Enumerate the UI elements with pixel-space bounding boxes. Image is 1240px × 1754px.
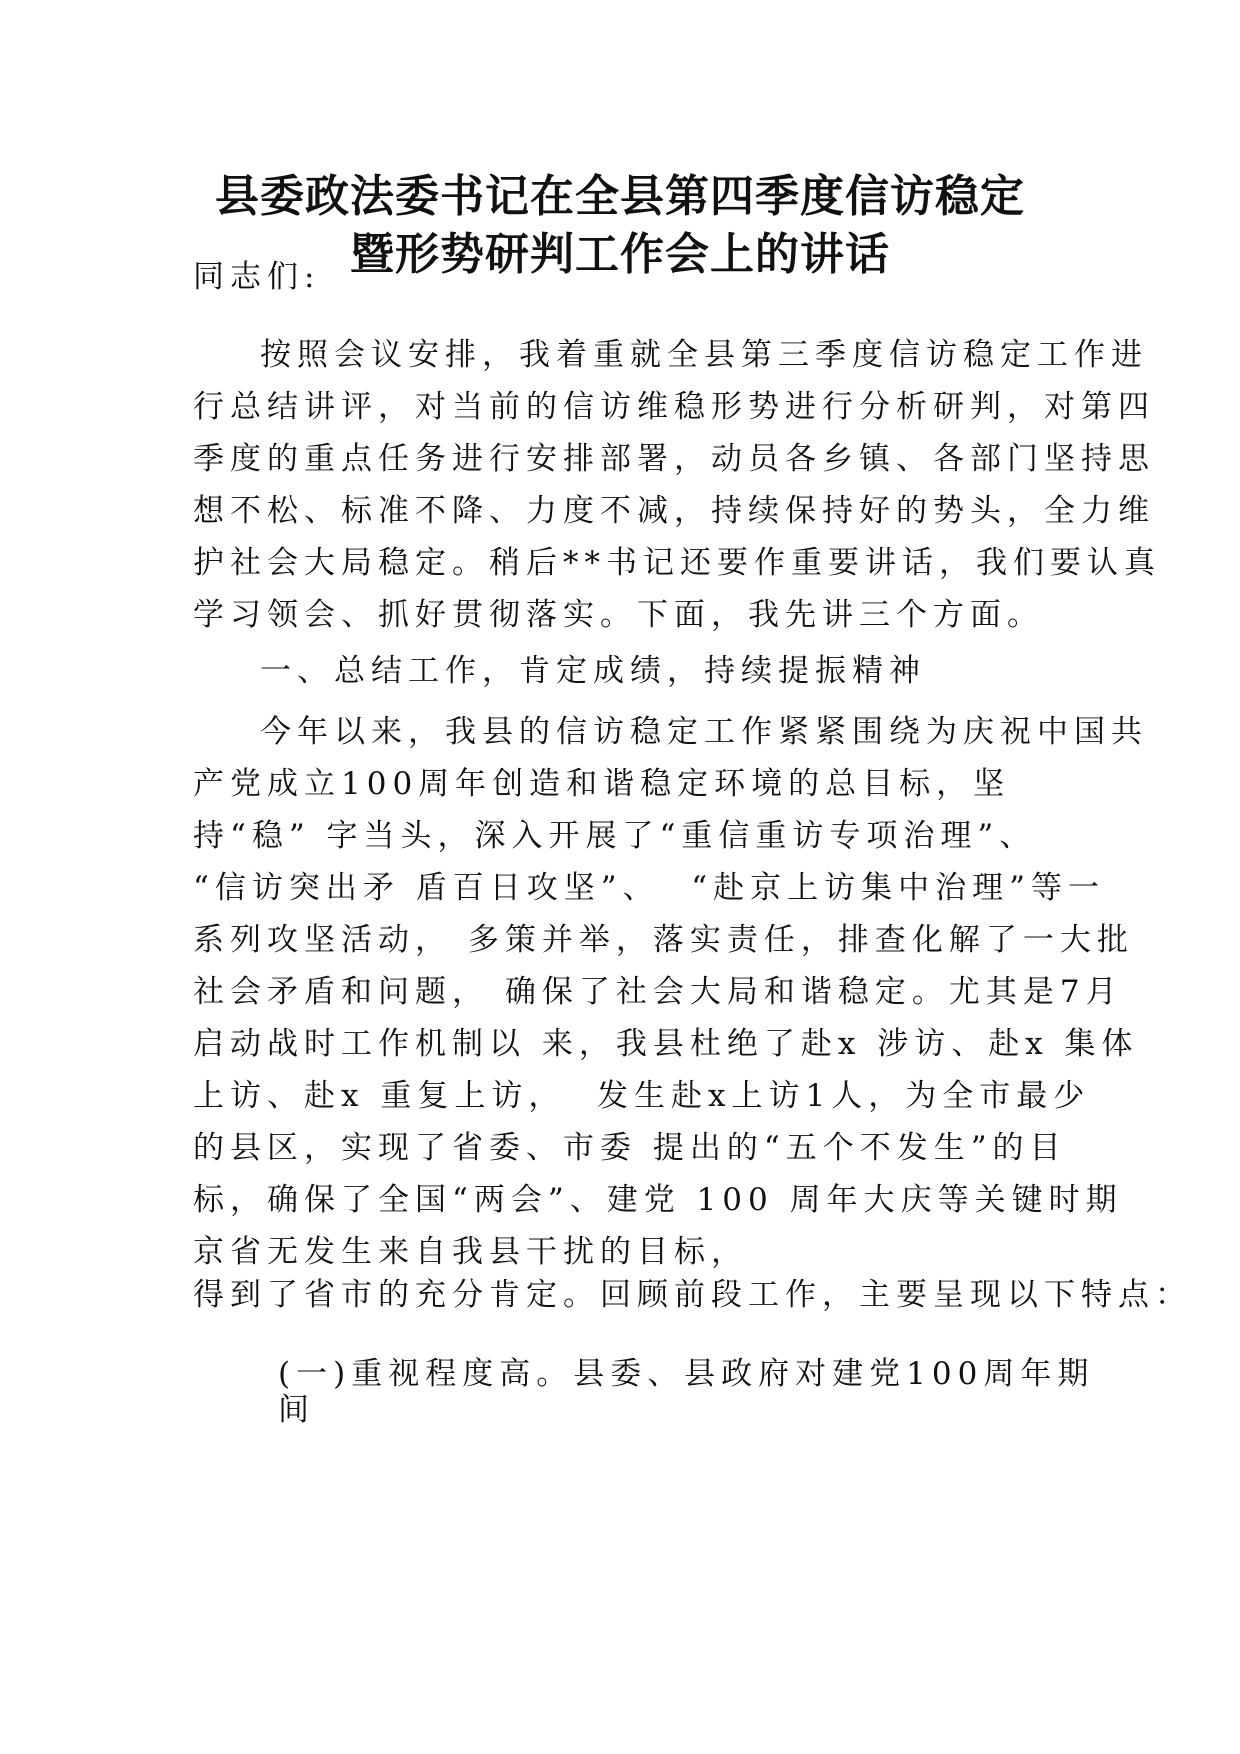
paragraph-line: 产党成立100周年创造和谐稳定环境的总目标，坚 [193, 766, 1011, 802]
paragraph-line: 启动战时工作机制以 来，我县杜绝了赴x 涉访、赴x 集体 [193, 1026, 1139, 1062]
list-item-line: 间 [278, 1392, 315, 1428]
paragraph-line: “信访突出矛 盾百日攻坚”、 “赴京上访集中治理”等一 [193, 870, 1105, 906]
paragraph-line: 京省无发生来自我县干扰的目标， [193, 1234, 748, 1270]
paragraph-line: 系列攻坚活动， 多策并举，落实责任，排查化解了一大批 [193, 922, 1134, 958]
paragraph-line: 持“稳” 字当头，深入开展了“重信重访专项治理”、 [193, 818, 1037, 854]
paragraph-line: 得到了省市的充分肯定。回顾前段工作，主要呈现以下特点： [193, 1277, 1192, 1313]
paragraph-line: 上访、赴x 重复上访， 发生赴x上访1人，为全市最少 [193, 1078, 1091, 1114]
paragraph-line: 按照会议安排，我着重就全县第三季度信访稳定工作进 [260, 337, 1148, 373]
paragraph-line: 今年以来，我县的信访稳定工作紧紧围绕为庆祝中国共 [260, 714, 1148, 750]
paragraph-line: 季度的重点任务进行安排部署，动员各乡镇、各部门坚持思 [193, 441, 1155, 477]
paragraph-line: 标，确保了全国“两会”、建党 100 周年大庆等关键时期 [193, 1182, 1123, 1218]
document-title-line-1: 县委政法委书记在全县第四季度信访稳定 [215, 171, 1025, 222]
paragraph-line: 学习领会、抓好贯彻落实。下面，我先讲三个方面。 [193, 597, 1044, 633]
paragraph-line: 的县区，实现了省委、市委 提出的“五个不发生”的目 [193, 1130, 1067, 1166]
document-title-line-2: 暨形势研判工作会上的讲话 [350, 229, 890, 280]
paragraph-line: 行总结讲评，对当前的信访维稳形势进行分析研判，对第四 [193, 389, 1155, 425]
paragraph-line: 社会矛盾和问题， 确保了社会大局和谐稳定。尤其是7月 [193, 974, 1123, 1010]
list-item-line: (一)重视程度高。县委、县政府对建党100周年期 [278, 1356, 1095, 1392]
paragraph-line: 护社会大局稳定。稍后**书记还要作重要讲话，我们要认真 [193, 545, 1161, 581]
section-heading: 一、总结工作，肯定成绩，持续提振精神 [260, 653, 926, 689]
salutation: 同志们: [193, 259, 321, 295]
paragraph-line: 想不松、标准不降、力度不减，持续保持好的势头，全力维 [193, 493, 1155, 529]
